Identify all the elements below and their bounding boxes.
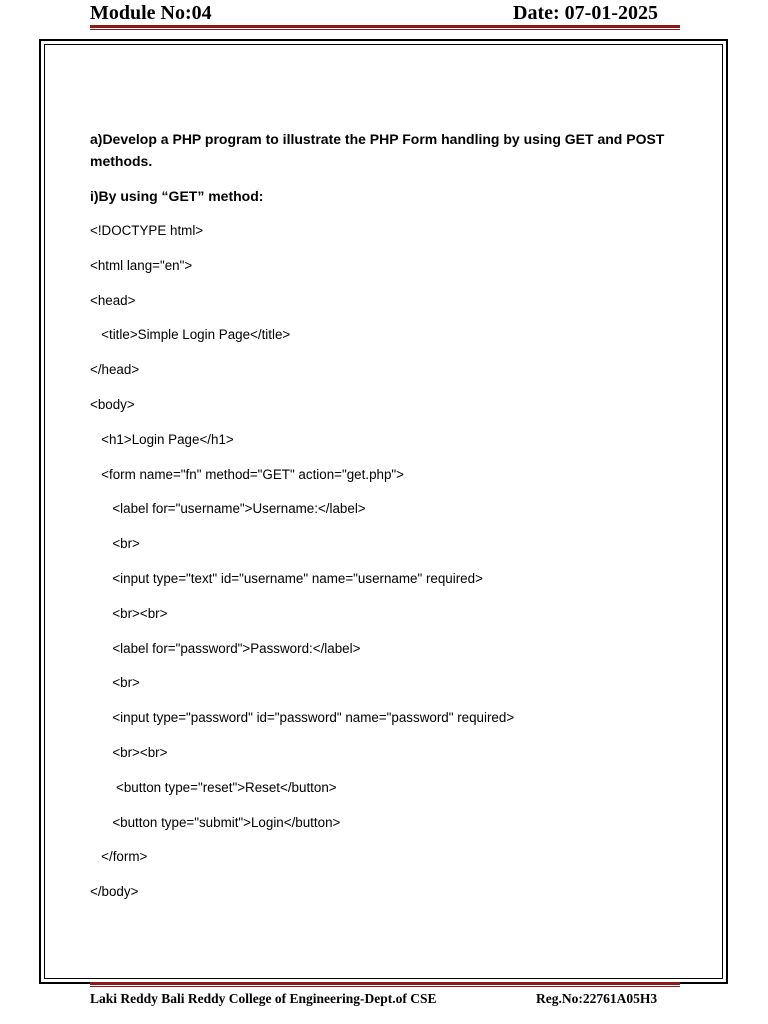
method-subheading: i)By using “GET” method: xyxy=(90,188,264,204)
page-content xyxy=(90,128,680,910)
code-line: <br> xyxy=(90,536,140,552)
registration-number: Reg.No:22761A05H3 xyxy=(536,991,658,1006)
code-line: <h1>Login Page</h1> xyxy=(90,431,234,447)
code-line: <form name="fn" method="GET" action="get.php"> xyxy=(90,466,404,482)
footer-rule xyxy=(90,982,680,985)
code-listing xyxy=(90,214,680,910)
code-line: <label for="password">Password:</label> xyxy=(90,640,361,656)
footer-rule-thin xyxy=(90,986,680,987)
page-footer xyxy=(90,982,690,1022)
code-line: <button type="reset">Reset</button> xyxy=(90,779,337,795)
page-header xyxy=(90,0,680,32)
code-line: </body> xyxy=(90,884,139,900)
code-line: <body> xyxy=(90,396,135,412)
code-line: <head> xyxy=(90,292,136,308)
code-line: <title>Simple Login Page</title> xyxy=(90,327,291,343)
code-line: <input type="text" id="username" name="username" required> xyxy=(90,570,483,586)
code-line: <button type="submit">Login</button> xyxy=(90,814,341,830)
code-line: <input type="password" id="password" name="password" required> xyxy=(90,710,515,726)
header-rule xyxy=(90,25,680,28)
code-line: <br><br> xyxy=(90,605,168,621)
question-text: a)Develop a PHP program to illustrate the PHP Form handling by using GET and POST methods. xyxy=(90,131,665,169)
code-line: <br> xyxy=(90,675,140,691)
code-line: </form> xyxy=(90,849,148,865)
code-line: <html lang="en"> xyxy=(90,257,193,273)
code-line: <label for="username">Username:</label> xyxy=(90,501,366,517)
code-line: <br><br> xyxy=(90,744,168,760)
college-name: Laki Reddy Bali Reddy College of Engineering-Dept.of CSE xyxy=(90,991,437,1006)
code-line: </head> xyxy=(90,362,140,378)
header-rule-thin xyxy=(90,29,680,30)
module-number: Module No:04 xyxy=(90,2,212,24)
document-date: Date: 07-01-2025 xyxy=(513,2,658,24)
code-line: <!DOCTYPE html> xyxy=(90,223,204,238)
